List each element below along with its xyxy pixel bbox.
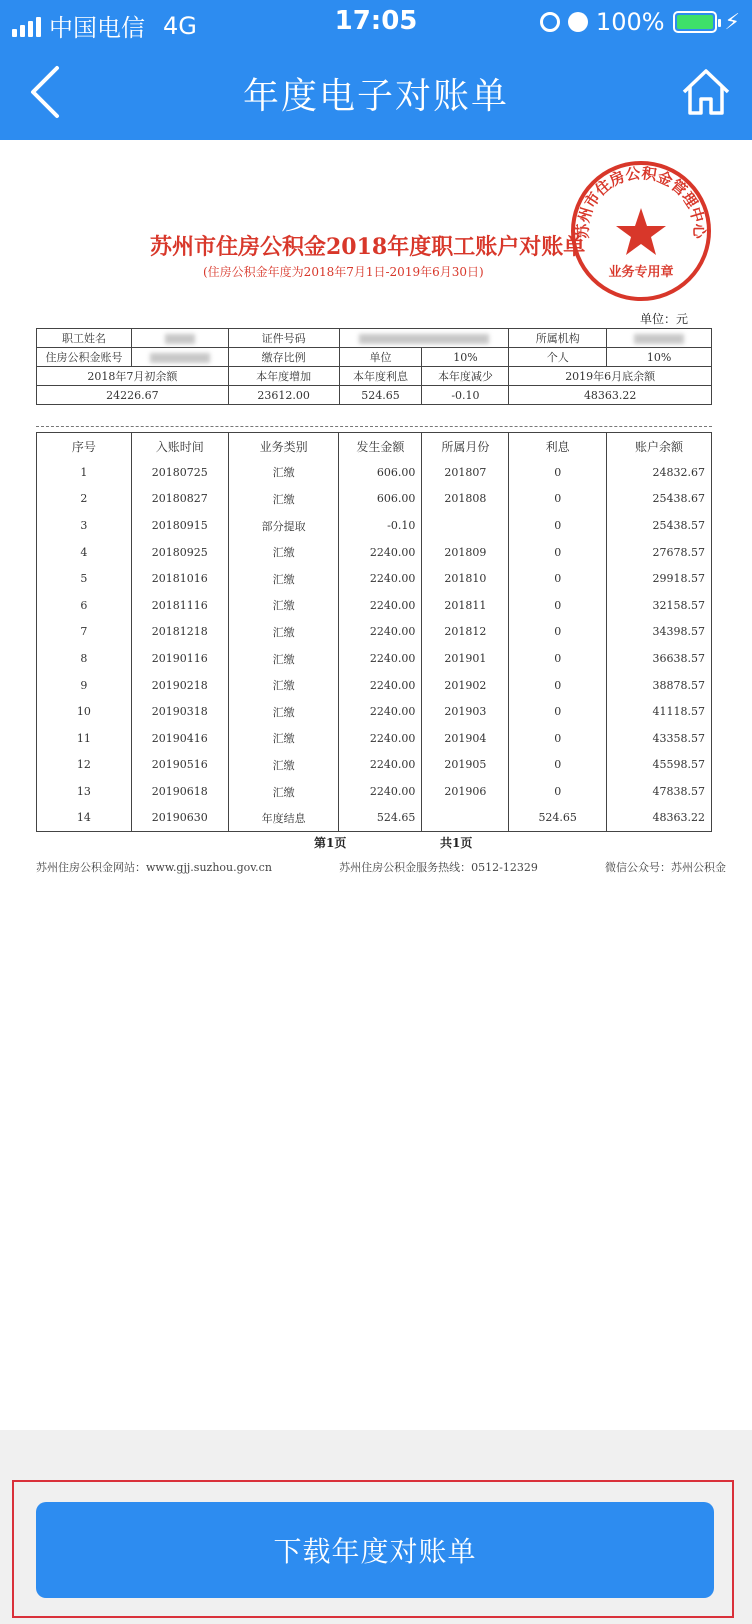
table-cell: 11 — [37, 725, 132, 752]
table-row — [37, 672, 712, 699]
battery-percent: 100% — [595, 8, 665, 36]
divider — [36, 426, 712, 427]
table-cell: 524.65 — [509, 805, 607, 832]
table-cell: 201901 — [422, 645, 509, 672]
table-row — [37, 619, 712, 646]
table-cell: 201906 — [422, 778, 509, 805]
label-closing: 2019年6月底余额 — [509, 367, 712, 386]
label-decrease: 本年度减少 — [422, 367, 509, 386]
value-increase: 23612.00 — [228, 386, 339, 405]
value-unit-ratio: 10% — [422, 348, 509, 367]
table-row — [37, 565, 712, 592]
column-header: 入账时间 — [131, 433, 228, 460]
table-cell: 201809 — [422, 539, 509, 566]
table-cell: 201902 — [422, 672, 509, 699]
table-cell: 45598.57 — [607, 752, 712, 779]
label-account: 住房公积金账号 — [37, 348, 132, 367]
table-cell: 25438.57 — [607, 512, 712, 539]
table-cell: 汇缴 — [228, 486, 339, 513]
table-cell: 0 — [509, 565, 607, 592]
table-cell: 20190318 — [131, 698, 228, 725]
page-title: 年度电子对账单 — [242, 76, 509, 117]
table-row — [37, 778, 712, 805]
table-cell — [422, 805, 509, 832]
column-header: 账户余额 — [607, 433, 712, 460]
table-cell: 14 — [37, 805, 132, 832]
label-ratio: 缴存比例 — [228, 348, 339, 367]
column-header: 发生金额 — [339, 433, 422, 460]
table-cell: 20180725 — [131, 459, 228, 486]
table-cell: 4 — [37, 539, 132, 566]
table-row — [37, 698, 712, 725]
table-cell: 0 — [509, 539, 607, 566]
value-closing: 48363.22 — [509, 386, 712, 405]
table-cell: 6 — [37, 592, 132, 619]
status-bar — [0, 0, 752, 46]
label-id: 证件号码 — [228, 329, 339, 348]
official-seal-icon — [568, 158, 714, 304]
table-cell: 汇缴 — [228, 752, 339, 779]
table-cell: 36638.57 — [607, 645, 712, 672]
table-cell: 201810 — [422, 565, 509, 592]
table-cell — [422, 512, 509, 539]
table-cell: 43358.57 — [607, 725, 712, 752]
status-time: 17:05 — [334, 6, 418, 36]
charging-icon: ⚡ — [724, 9, 740, 35]
table-row — [37, 805, 712, 832]
footer-wechat: 微信公众号：苏州公积金 — [604, 861, 726, 874]
column-header: 利息 — [509, 433, 607, 460]
svg-text:业务专用章: 业务专用章 — [608, 265, 674, 280]
table-cell: 汇缴 — [228, 672, 339, 699]
table-row — [37, 539, 712, 566]
svg-text:苏州市住房公积金管理中心: 苏州市住房公积金管理中心 — [573, 164, 709, 239]
statement-subtitle: (住房公积金年度为2018年7月1日-2019年6月30日) — [203, 265, 484, 279]
column-header: 所属月份 — [422, 433, 509, 460]
value-opening: 24226.67 — [37, 386, 229, 405]
table-cell: 2240.00 — [339, 698, 422, 725]
table-cell: 27678.57 — [607, 539, 712, 566]
table-cell: 汇缴 — [228, 592, 339, 619]
table-cell: 2240.00 — [339, 539, 422, 566]
table-row — [37, 752, 712, 779]
table-cell: 0 — [509, 725, 607, 752]
table-cell: 汇缴 — [228, 778, 339, 805]
table-cell: 524.65 — [339, 805, 422, 832]
table-cell: 20181218 — [131, 619, 228, 646]
table-cell: 汇缴 — [228, 619, 339, 646]
table-cell: 20181016 — [131, 565, 228, 592]
table-cell: 20190618 — [131, 778, 228, 805]
table-cell: 20190630 — [131, 805, 228, 832]
statement-footer — [36, 859, 726, 875]
table-cell: 20190218 — [131, 672, 228, 699]
footer-website: 苏州住房公积金网站：www.gjj.suzhou.gov.cn — [36, 861, 272, 874]
value-decrease: -0.10 — [422, 386, 509, 405]
bottom-spacer — [0, 1430, 752, 1480]
table-row — [37, 592, 712, 619]
table-cell: 13 — [37, 778, 132, 805]
table-cell: 2240.00 — [339, 645, 422, 672]
network-type: 4G — [163, 11, 197, 40]
table-cell: 8 — [37, 645, 132, 672]
table-cell: 606.00 — [339, 486, 422, 513]
table-cell: 2240.00 — [339, 619, 422, 646]
table-cell: 0 — [509, 698, 607, 725]
table-cell: 0 — [509, 672, 607, 699]
label-personal-ratio: 个人 — [509, 348, 607, 367]
table-cell: 20180827 — [131, 486, 228, 513]
table-cell: 0 — [509, 619, 607, 646]
table-cell: 20181116 — [131, 592, 228, 619]
table-cell: 201811 — [422, 592, 509, 619]
table-cell: 12 — [37, 752, 132, 779]
table-cell: 汇缴 — [228, 459, 339, 486]
label-name: 职工姓名 — [37, 329, 132, 348]
table-cell: 7 — [37, 619, 132, 646]
table-cell: 606.00 — [339, 459, 422, 486]
table-cell: 201807 — [422, 459, 509, 486]
table-cell: 3 — [37, 512, 132, 539]
table-cell: 24832.67 — [607, 459, 712, 486]
table-cell: 20190116 — [131, 645, 228, 672]
value-personal-ratio: 10% — [607, 348, 712, 367]
column-header: 业务类别 — [228, 433, 339, 460]
top-bar — [0, 0, 752, 140]
table-cell: 38878.57 — [607, 672, 712, 699]
page-total: 共1页 — [440, 836, 473, 850]
table-cell: 48363.22 — [607, 805, 712, 832]
download-statement-button[interactable]: 下载年度对账单 — [36, 1502, 714, 1598]
table-cell: 2240.00 — [339, 672, 422, 699]
table-cell: 2240.00 — [339, 592, 422, 619]
table-cell: 0 — [509, 512, 607, 539]
table-cell: 201812 — [422, 619, 509, 646]
value-id — [339, 329, 509, 348]
table-cell: 2240.00 — [339, 752, 422, 779]
table-cell: 5 — [37, 565, 132, 592]
table-cell: 10 — [37, 698, 132, 725]
table-cell: 部分提取 — [228, 512, 339, 539]
table-cell: 1 — [37, 459, 132, 486]
column-header: 序号 — [37, 433, 132, 460]
battery-icon — [673, 11, 717, 33]
table-cell: 2240.00 — [339, 565, 422, 592]
footer-hotline: 苏州住房公积金服务热线：0512-12329 — [339, 861, 538, 874]
table-cell: 9 — [37, 672, 132, 699]
table-cell: -0.10 — [339, 512, 422, 539]
statement-title: 苏州市住房公积金2018年度职工账户对账单 — [150, 234, 586, 260]
value-name — [131, 329, 228, 348]
table-cell: 201905 — [422, 752, 509, 779]
table-cell: 201903 — [422, 698, 509, 725]
label-interest: 本年度利息 — [339, 367, 422, 386]
table-cell: 20190416 — [131, 725, 228, 752]
table-cell: 0 — [509, 459, 607, 486]
label-org: 所属机构 — [509, 329, 607, 348]
label-increase: 本年度增加 — [228, 367, 339, 386]
table-cell: 29918.57 — [607, 565, 712, 592]
table-cell: 0 — [509, 752, 607, 779]
table-cell: 20180925 — [131, 539, 228, 566]
home-button[interactable] — [674, 60, 738, 124]
label-opening: 2018年7月初余额 — [37, 367, 229, 386]
page-current: 第1页 — [314, 836, 347, 850]
table-cell: 47838.57 — [607, 778, 712, 805]
table-cell: 2240.00 — [339, 725, 422, 752]
table-cell: 0 — [509, 486, 607, 513]
table-cell: 32158.57 — [607, 592, 712, 619]
table-header-row — [37, 433, 712, 460]
value-interest: 524.65 — [339, 386, 422, 405]
table-cell: 年度结息 — [228, 805, 339, 832]
table-cell: 201904 — [422, 725, 509, 752]
rotation-lock-icon — [540, 12, 560, 32]
nav-bar — [0, 46, 752, 140]
table-cell: 0 — [509, 592, 607, 619]
alarm-icon — [568, 12, 588, 32]
table-cell: 0 — [509, 645, 607, 672]
table-cell: 汇缴 — [228, 565, 339, 592]
carrier-name: 中国电信 — [49, 14, 145, 42]
label-unit-ratio: 单位 — [339, 348, 422, 367]
table-cell: 汇缴 — [228, 645, 339, 672]
unit-label: 单位：元 — [640, 312, 689, 326]
table-cell: 0 — [509, 778, 607, 805]
table-cell: 汇缴 — [228, 698, 339, 725]
transactions-table — [36, 432, 712, 832]
table-cell: 2 — [37, 486, 132, 513]
table-cell: 汇缴 — [228, 539, 339, 566]
table-cell: 2240.00 — [339, 778, 422, 805]
value-account — [131, 348, 228, 367]
table-row — [37, 459, 712, 486]
table-row — [37, 486, 712, 513]
value-org — [607, 329, 712, 348]
table-row — [37, 512, 712, 539]
table-cell: 20180915 — [131, 512, 228, 539]
table-cell: 25438.67 — [607, 486, 712, 513]
table-row — [37, 725, 712, 752]
table-cell: 41118.57 — [607, 698, 712, 725]
home-icon — [680, 66, 732, 118]
table-cell: 汇缴 — [228, 725, 339, 752]
table-row — [37, 645, 712, 672]
account-summary-table — [36, 328, 712, 405]
table-cell: 201808 — [422, 486, 509, 513]
table-cell: 20190516 — [131, 752, 228, 779]
statement-document — [0, 140, 752, 1430]
table-cell: 34398.57 — [607, 619, 712, 646]
